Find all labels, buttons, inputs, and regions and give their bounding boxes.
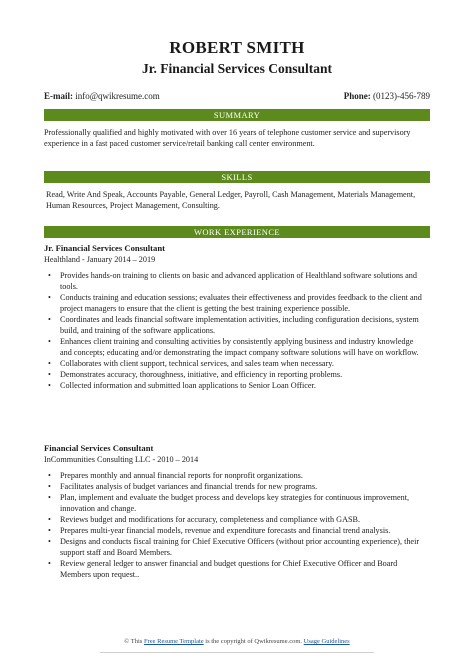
job-1-bullet: • Demonstrates accuracy, thoroughness, initiative, and efficiency in reporting problems. xyxy=(60,369,422,380)
job-2-bullets xyxy=(60,470,422,580)
job-1-bullet: • Coordinates and leads financial software implementation activities, including configuration decisions, system build, and training of the software applications. xyxy=(60,314,422,336)
candidate-title: Jr. Financial Services Consultant xyxy=(141,61,332,76)
email-block xyxy=(44,91,160,101)
phone-value: (0123)-456-789 xyxy=(373,91,430,101)
job-2-title: Financial Services Consultant xyxy=(44,443,154,453)
job-1-bullets xyxy=(60,270,422,391)
copyright-footer xyxy=(0,638,474,645)
summary-text: Professionally qualified and highly motivated with over 16 years of telephone customer service and supervisory experience in a fast paced customer service/retail banking call center environment. xyxy=(44,128,411,149)
footer-prefix: © This xyxy=(124,638,144,645)
email-label: E-mail: xyxy=(44,91,73,101)
job-2-bullet: • Facilitates analysis of budget variances and financial trends for new programs. xyxy=(60,481,422,492)
job-2-company: InCommunities Consulting LLC - 2010 – 2014 xyxy=(44,455,199,464)
summary-header: SUMMARY xyxy=(44,109,430,121)
job-1-bullet: • Conducts training and education sessions; evaluates their effectiveness and provides feedback to the client and project managers to ensure that the client is getting the best training experience possible. xyxy=(60,292,422,314)
job-1-bullet: • Provides hands-on training to clients on basic and advanced application of Healthland software solutions and tools. xyxy=(60,270,422,292)
job-2-bullet: • Review general ledger to answer financial and budget questions for Chief Executive Officer and Board Members upon request.. xyxy=(60,558,422,580)
job-1-bullet: • Collected information and submitted loan applications to Senior Loan Officer. xyxy=(60,380,422,391)
work-experience-header: WORK EXPERIENCE xyxy=(44,226,430,238)
job-2-bullet: • Prepares multi-year financial models, revenue and expenditure forecasts and financial trend analysis. xyxy=(60,525,422,536)
skills-text: Read, Write And Speak, Accounts Payable, General Ledger, Payroll, Cash Management, Materials Management, Human Resources, Project Management, Consulting. xyxy=(46,190,416,211)
skills-header: SKILLS xyxy=(44,171,430,183)
phone-block xyxy=(344,91,430,101)
job-2-bullet: • Prepares monthly and annual financial reports for nonprofit organizations. xyxy=(60,470,422,481)
candidate-name: ROBERT SMITH xyxy=(169,38,305,57)
job-2-bullet: • Reviews budget and modifications for accuracy, completeness and compliance with GASB. xyxy=(60,514,422,525)
footer-divider xyxy=(100,652,374,653)
job-2-bullet: • Designs and conducts fiscal training for Chief Executive Officers (without prior accounting experience), their support staff and Board Members. xyxy=(60,536,422,558)
job-1-title: Jr. Financial Services Consultant xyxy=(44,243,165,253)
free-resume-template-link[interactable]: Free Resume Template xyxy=(143,638,204,645)
usage-guidelines-link[interactable]: Usage Guidelines xyxy=(303,638,350,645)
job-1-company: Healthland - January 2014 – 2019 xyxy=(44,255,156,264)
phone-label: Phone: xyxy=(343,91,371,101)
footer-middle: is the copyright of Qwikresume.com. xyxy=(203,638,304,645)
job-1-bullet: • Enhances client training and consulting activities by consistently applying business and industry knowledge and concepts; educating and/or demonstrating the impact company software solutions will have on workflow. xyxy=(60,336,422,358)
job-1-bullet: • Collaborates with client support, technical services, and sales team when necessary. xyxy=(60,358,422,369)
email-value[interactable]: info@qwikresume.com xyxy=(75,91,160,101)
job-2-bullet: • Plan, implement and evaluate the budget process and develops key strategies for continuous improvement, innovation and change. xyxy=(60,492,422,514)
